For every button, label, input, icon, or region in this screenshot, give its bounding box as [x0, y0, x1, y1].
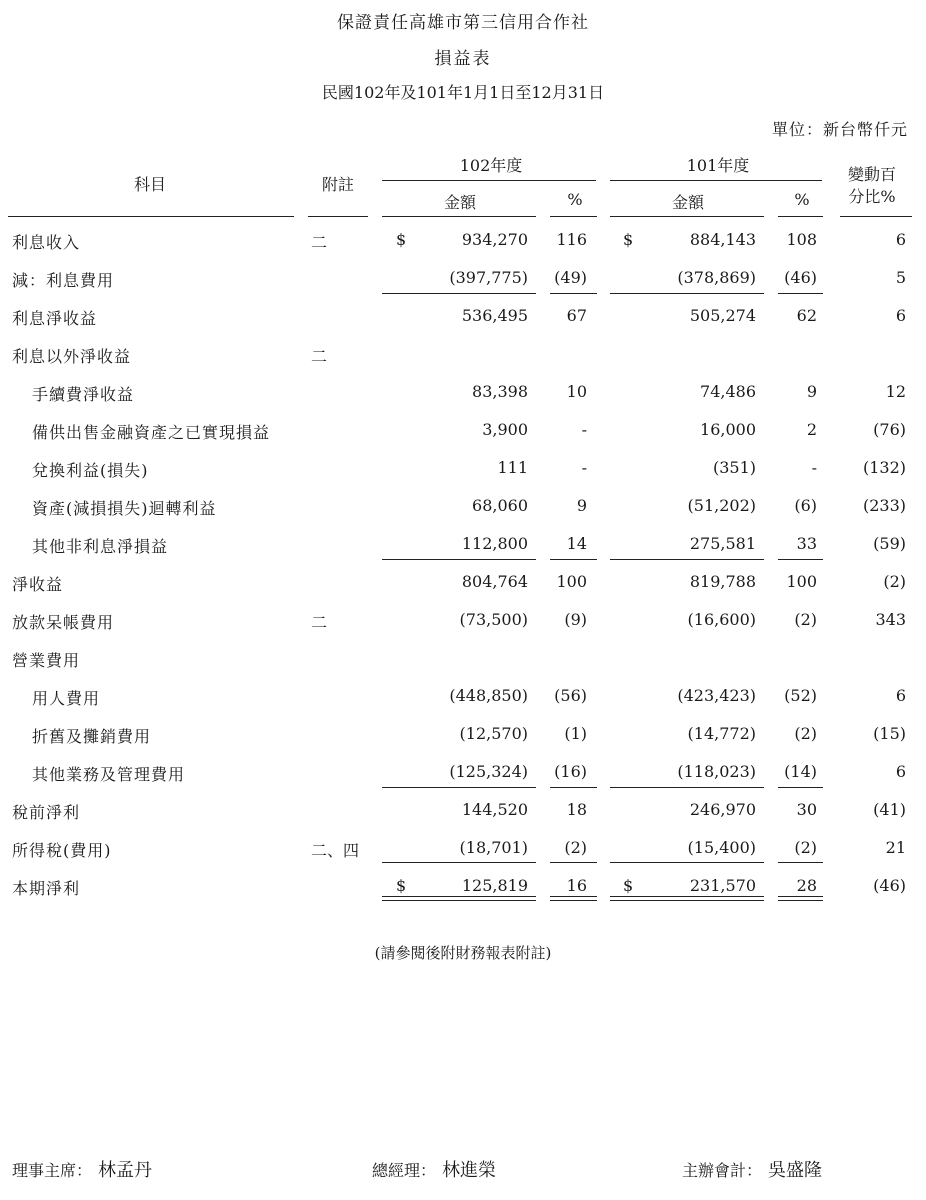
pct-101: 100 [786, 572, 817, 591]
subtotal-rule [382, 862, 536, 863]
signature-general-manager [372, 1156, 496, 1182]
amount-102: 804,764 [461, 572, 528, 591]
change-pct: 12 [885, 382, 906, 401]
amount-102: 144,520 [461, 800, 528, 819]
total-double-rule [382, 896, 536, 901]
row-label: 減：利息費用 [12, 271, 115, 290]
table-row-non-interest-income [0, 336, 926, 374]
pct-101: (52) [784, 686, 817, 705]
pct-101: 2 [806, 420, 817, 439]
row-note: 二 [311, 233, 328, 252]
gm-name: 林進榮 [442, 1160, 497, 1181]
dollar-sign: $ [396, 876, 407, 895]
change-pct: 343 [875, 610, 906, 629]
amount-101: (15,400) [687, 838, 756, 857]
amount-101: 505,274 [689, 306, 756, 325]
statement-title: 損益表 [434, 49, 492, 69]
row-label: 營業費用 [12, 651, 81, 670]
chairman-title: 理事主席： [12, 1161, 93, 1180]
pct-102: - [581, 458, 587, 477]
dollar-sign: $ [623, 230, 634, 249]
signature-chairman [12, 1156, 152, 1182]
subtotal-rule [550, 293, 597, 294]
row-label: 稅前淨利 [12, 803, 81, 822]
gm-title: 總經理： [372, 1161, 437, 1180]
year-102-rule [382, 180, 596, 181]
amount-102: 536,495 [461, 306, 528, 325]
footnote: (請參閱後附財務報表附註) [374, 944, 552, 962]
amount-101: 246,970 [689, 800, 756, 819]
table-row-impairment-reversal [0, 488, 926, 526]
header-rule-note [308, 216, 368, 217]
table-row-bad-debt-expense [0, 602, 926, 640]
subtotal-rule [778, 559, 823, 560]
accountant-name: 吳盛隆 [768, 1160, 823, 1181]
pct-101: 9 [806, 382, 817, 401]
year-101-rule [610, 180, 822, 181]
amount-102: 111 [497, 458, 528, 477]
change-pct: (233) [862, 496, 906, 515]
amount-102: 68,060 [472, 496, 528, 515]
pct-101: - [811, 458, 817, 477]
header-rule-pct-102 [550, 216, 597, 217]
amount-101: (14,772) [687, 724, 756, 743]
subtotal-rule [382, 559, 536, 560]
row-label: 淨收益 [12, 575, 64, 594]
amount-102: (397,775) [449, 268, 528, 287]
currency-unit: 單位：新台幣仟元 [771, 120, 908, 139]
column-header-pct-101: % [794, 190, 810, 209]
amount-102: 112,800 [461, 534, 528, 553]
pct-102: 100 [556, 572, 587, 591]
column-header-item: 科目 [133, 175, 166, 194]
dollar-sign: $ [623, 876, 634, 895]
table-row-net-interest-income [0, 298, 926, 336]
column-header-pct-102: % [567, 190, 583, 209]
row-label: 用人費用 [32, 689, 101, 708]
subtotal-rule [610, 787, 764, 788]
subtotal-rule [550, 559, 597, 560]
accountant-title: 主辦會計： [682, 1161, 763, 1180]
row-label: 兌換利益(損失) [32, 461, 149, 480]
pct-102: (16) [554, 762, 587, 781]
row-note: 二、四 [311, 841, 360, 860]
amount-102: 934,270 [461, 230, 528, 249]
change-pct: 6 [895, 230, 906, 249]
subtotal-rule [610, 862, 764, 863]
pct-101: (2) [794, 724, 817, 743]
header-rule-amount-101 [610, 216, 764, 217]
dollar-sign: $ [396, 230, 407, 249]
subtotal-rule [550, 862, 597, 863]
table-row-fee-income [0, 374, 926, 412]
pct-102: 9 [576, 496, 587, 515]
column-header-amount-101: 金額 [671, 193, 704, 212]
amount-101: 884,143 [689, 230, 756, 249]
row-label: 本期淨利 [12, 879, 81, 898]
amount-101: (51,202) [687, 496, 756, 515]
pct-102: 18 [566, 800, 587, 819]
header-rule-amount-102 [382, 216, 536, 217]
pct-102: 10 [566, 382, 587, 401]
table-row-pretax-income [0, 792, 926, 830]
subtotal-rule [610, 293, 764, 294]
change-pct: 6 [895, 686, 906, 705]
row-label: 所得稅(費用) [12, 841, 112, 860]
subtotal-rule [778, 862, 823, 863]
row-label: 利息以外淨收益 [12, 347, 132, 366]
row-label: 其他非利息淨損益 [32, 537, 169, 556]
pct-101: 33 [796, 534, 817, 553]
column-header-year-101: 101年度 [686, 156, 750, 175]
pct-101: (14) [784, 762, 817, 781]
subtotal-rule [382, 293, 536, 294]
amount-101: (423,423) [677, 686, 756, 705]
subtotal-rule [778, 787, 823, 788]
pct-101: (2) [794, 838, 817, 857]
amount-101: (351) [712, 458, 756, 477]
row-label: 其他業務及管理費用 [32, 765, 186, 784]
subtotal-rule [550, 787, 597, 788]
pct-102: (2) [564, 838, 587, 857]
row-label: 利息收入 [12, 233, 81, 252]
table-row-net-revenue [0, 564, 926, 602]
amount-101: 231,570 [689, 876, 756, 895]
row-note: 二 [311, 613, 328, 632]
statement-period: 民國102年及101年1月1日至12月31日 [321, 83, 605, 102]
change-pct: (76) [873, 420, 906, 439]
change-pct: (59) [873, 534, 906, 553]
change-pct: (132) [862, 458, 906, 477]
pct-102: 14 [566, 534, 587, 553]
amount-102: (125,324) [449, 762, 528, 781]
pct-101: (2) [794, 610, 817, 629]
change-pct: (2) [883, 572, 906, 591]
company-name: 保證責任高雄市第三信用合作社 [337, 13, 589, 33]
row-label: 備供出售金融資產之已實現損益 [32, 423, 271, 442]
pct-102: 16 [566, 876, 587, 895]
pct-102: - [581, 420, 587, 439]
row-label: 手續費淨收益 [32, 385, 135, 404]
table-row-fx-gain [0, 450, 926, 488]
amount-101: (118,023) [677, 762, 756, 781]
change-pct: (41) [873, 800, 906, 819]
pct-102: (49) [554, 268, 587, 287]
pct-102: 116 [556, 230, 587, 249]
pct-101: 108 [786, 230, 817, 249]
signature-accountant [682, 1156, 822, 1182]
change-pct: 6 [895, 306, 906, 325]
amount-101: 819,788 [689, 572, 756, 591]
subtotal-rule [610, 559, 764, 560]
pct-101: 30 [796, 800, 817, 819]
table-row-interest-income [0, 222, 926, 260]
row-note: 二 [311, 347, 328, 366]
amount-102: 125,819 [461, 876, 528, 895]
column-header-note: 附註 [321, 175, 354, 194]
table-row-afs-realized-gain [0, 412, 926, 450]
amount-101: (378,869) [677, 268, 756, 287]
change-pct: (46) [873, 876, 906, 895]
pct-101: 62 [796, 306, 817, 325]
pct-101: (6) [794, 496, 817, 515]
pct-102: (1) [564, 724, 587, 743]
subtotal-rule [778, 293, 823, 294]
subtotal-rule [382, 787, 536, 788]
pct-101: 28 [796, 876, 817, 895]
amount-102: (12,570) [459, 724, 528, 743]
change-pct: 5 [895, 268, 906, 287]
column-header-change-line2: 分比% [848, 187, 896, 206]
pct-102: 67 [566, 306, 587, 325]
pct-101: (46) [784, 268, 817, 287]
amount-102: 3,900 [482, 420, 528, 439]
amount-102: 83,398 [472, 382, 528, 401]
amount-102: (18,701) [459, 838, 528, 857]
pct-102: (56) [554, 686, 587, 705]
row-label: 資產(減損損失)迴轉利益 [32, 499, 217, 518]
chairman-name: 林孟丹 [98, 1160, 153, 1181]
table-row-personnel-expense [0, 678, 926, 716]
header-rule-item [8, 216, 294, 217]
column-header-amount-102: 金額 [443, 193, 476, 212]
pct-102: (9) [564, 610, 587, 629]
table-row-depreciation [0, 716, 926, 754]
amount-101: 74,486 [700, 382, 756, 401]
total-double-rule [550, 896, 597, 901]
amount-102: (73,500) [459, 610, 528, 629]
row-label: 利息淨收益 [12, 309, 98, 328]
change-pct: 6 [895, 762, 906, 781]
total-double-rule [610, 896, 764, 901]
header-rule-change [840, 216, 912, 217]
amount-101: (16,600) [687, 610, 756, 629]
table-row-operating-expenses [0, 640, 926, 678]
change-pct: 21 [885, 838, 906, 857]
change-pct: (15) [873, 724, 906, 743]
amount-101: 275,581 [689, 534, 756, 553]
header-rule-pct-101 [778, 216, 823, 217]
row-label: 折舊及攤銷費用 [32, 727, 152, 746]
total-double-rule [778, 896, 823, 901]
column-header-year-102: 102年度 [459, 156, 523, 175]
amount-102: (448,850) [449, 686, 528, 705]
amount-101: 16,000 [700, 420, 756, 439]
column-header-change-line1: 變動百 [847, 165, 896, 184]
row-label: 放款呆帳費用 [12, 613, 115, 632]
